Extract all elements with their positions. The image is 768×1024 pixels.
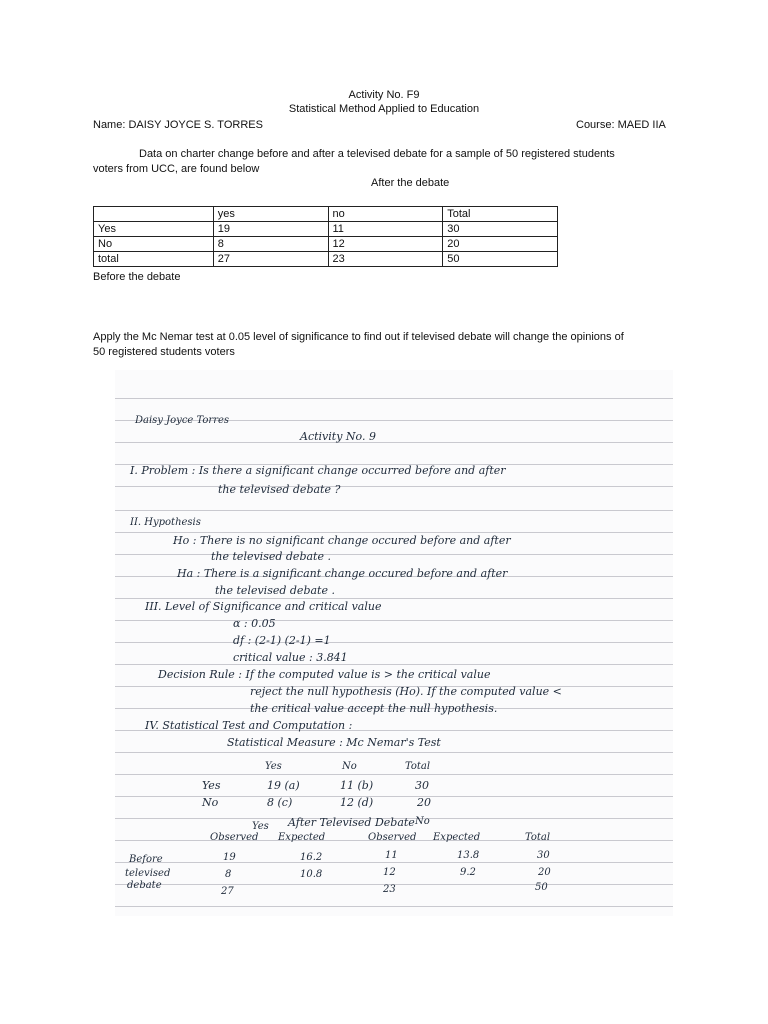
- table-cell: 20: [443, 237, 558, 252]
- note-alpha: α : 0.05: [233, 617, 276, 630]
- table-cell: no: [328, 207, 443, 222]
- note-t2-yes: Yes: [252, 821, 269, 832]
- note-level-title: III. Level of Significance and critical value: [145, 600, 382, 613]
- note-t2-cell: 10.8: [300, 869, 323, 880]
- table-row: [94, 237, 558, 252]
- note-t2-no: No: [415, 816, 430, 827]
- note-hypothesis-title: II. Hypothesis: [130, 517, 201, 528]
- course-label: Course: MAED IIA: [576, 119, 666, 131]
- table-cell: Yes: [94, 222, 214, 237]
- note-t2-row-label: televised: [125, 868, 171, 879]
- note-t1-cell: 30: [415, 779, 429, 792]
- task-line-1: Apply the Mc Nemar test at 0.05 level of significance to find out if televised debate will change the opinions of: [93, 331, 624, 343]
- note-t2-header: Observed: [368, 832, 417, 843]
- contingency-table: [93, 206, 558, 267]
- note-ha-2: the televised debate .: [215, 584, 335, 597]
- note-ha-1: Ha : There is a significant change occured before and after: [177, 567, 508, 580]
- note-t2-cell: 9.2: [460, 867, 476, 878]
- table-cell: yes: [213, 207, 328, 222]
- note-t2-cell: 12: [383, 867, 396, 878]
- table-cell: 11: [328, 222, 443, 237]
- table-cell: 30: [443, 222, 558, 237]
- table-row: [94, 252, 558, 267]
- note-t2-title: After Televised Debate: [288, 816, 415, 829]
- note-t1-cell: 11 (b): [340, 779, 374, 792]
- note-t2-cell: 8: [225, 869, 232, 880]
- after-debate-label: After the debate: [371, 177, 450, 189]
- note-stat-title: IV. Statistical Test and Computation :: [145, 719, 353, 732]
- task-line-2: 50 registered students voters: [93, 346, 235, 358]
- note-t1-cell: 12 (d): [340, 796, 374, 809]
- note-t2-cell: 50: [535, 882, 548, 893]
- note-critical: critical value : 3.841: [233, 651, 348, 664]
- table-cell: 50: [443, 252, 558, 267]
- note-t1-cell: 19 (a): [267, 779, 300, 792]
- table-cell: 12: [328, 237, 443, 252]
- note-t2-header: Expected: [433, 832, 481, 843]
- note-activity: Activity No. 9: [300, 430, 376, 443]
- table-cell: 23: [328, 252, 443, 267]
- note-ho-2: the televised debate .: [211, 550, 331, 563]
- subject-title: Statistical Method Applied to Education: [288, 103, 480, 115]
- note-t2-cell: 13.8: [457, 850, 480, 861]
- note-t1-row-label: Yes: [202, 779, 221, 792]
- note-t2-header: Total: [525, 832, 551, 843]
- note-t1-header-total: Total: [405, 761, 431, 772]
- note-t2-header: Expected: [278, 832, 326, 843]
- note-t2-cell: 11: [385, 850, 398, 861]
- note-problem-1: I. Problem : Is there a significant change occurred before and after: [130, 464, 506, 477]
- table-cell: total: [94, 252, 214, 267]
- note-problem-2: the televised debate ?: [218, 483, 341, 496]
- table-cell: Total: [443, 207, 558, 222]
- handwritten-notebook-page: [115, 370, 673, 916]
- note-t2-cell: 27: [221, 886, 234, 897]
- note-t1-cell: 20: [417, 796, 431, 809]
- note-rule-1: Decision Rule : If the computed value is > the critical value: [158, 668, 491, 681]
- table-cell: 27: [213, 252, 328, 267]
- note-name: Daisy Joyce Torres: [135, 415, 230, 426]
- table-cell: [94, 207, 214, 222]
- note-measure: Statistical Measure : Mc Nemar's Test: [227, 736, 441, 749]
- note-t1-header-yes: Yes: [265, 761, 282, 772]
- note-t2-cell: 16.2: [300, 852, 323, 863]
- intro-line-2: voters from UCC, are found below: [93, 163, 260, 175]
- note-df: df : (2-1) (2-1) =1: [233, 634, 331, 647]
- table-cell: 8: [213, 237, 328, 252]
- note-t2-row-label: debate: [127, 880, 162, 891]
- table-row: [94, 207, 558, 222]
- note-rule-2: reject the null hypothesis (Ho). If the computed value <: [250, 685, 562, 698]
- note-rule-3: the critical value accept the null hypothesis.: [250, 702, 498, 715]
- note-t2-cell: 23: [383, 884, 396, 895]
- table-cell: 19: [213, 222, 328, 237]
- note-t2-row-label: Before: [129, 854, 163, 865]
- note-t1-cell: 8 (c): [267, 796, 293, 809]
- note-t2-cell: 20: [538, 867, 551, 878]
- note-ho-1: Ho : There is no significant change occured before and after: [173, 534, 511, 547]
- table-cell: No: [94, 237, 214, 252]
- intro-line-1: Data on charter change before and after a televised debate for a sample of 50 registered students: [139, 148, 615, 160]
- note-t2-cell: 19: [223, 852, 236, 863]
- table-row: [94, 222, 558, 237]
- note-t2-header: Observed: [210, 832, 259, 843]
- before-debate-label: Before the debate: [93, 271, 181, 283]
- activity-title: Activity No. F9: [348, 89, 420, 101]
- note-t2-cell: 30: [537, 850, 550, 861]
- note-t1-header-no: No: [342, 761, 357, 772]
- student-name: Name: DAISY JOYCE S. TORRES: [93, 119, 263, 131]
- note-t1-row-label: No: [202, 796, 219, 809]
